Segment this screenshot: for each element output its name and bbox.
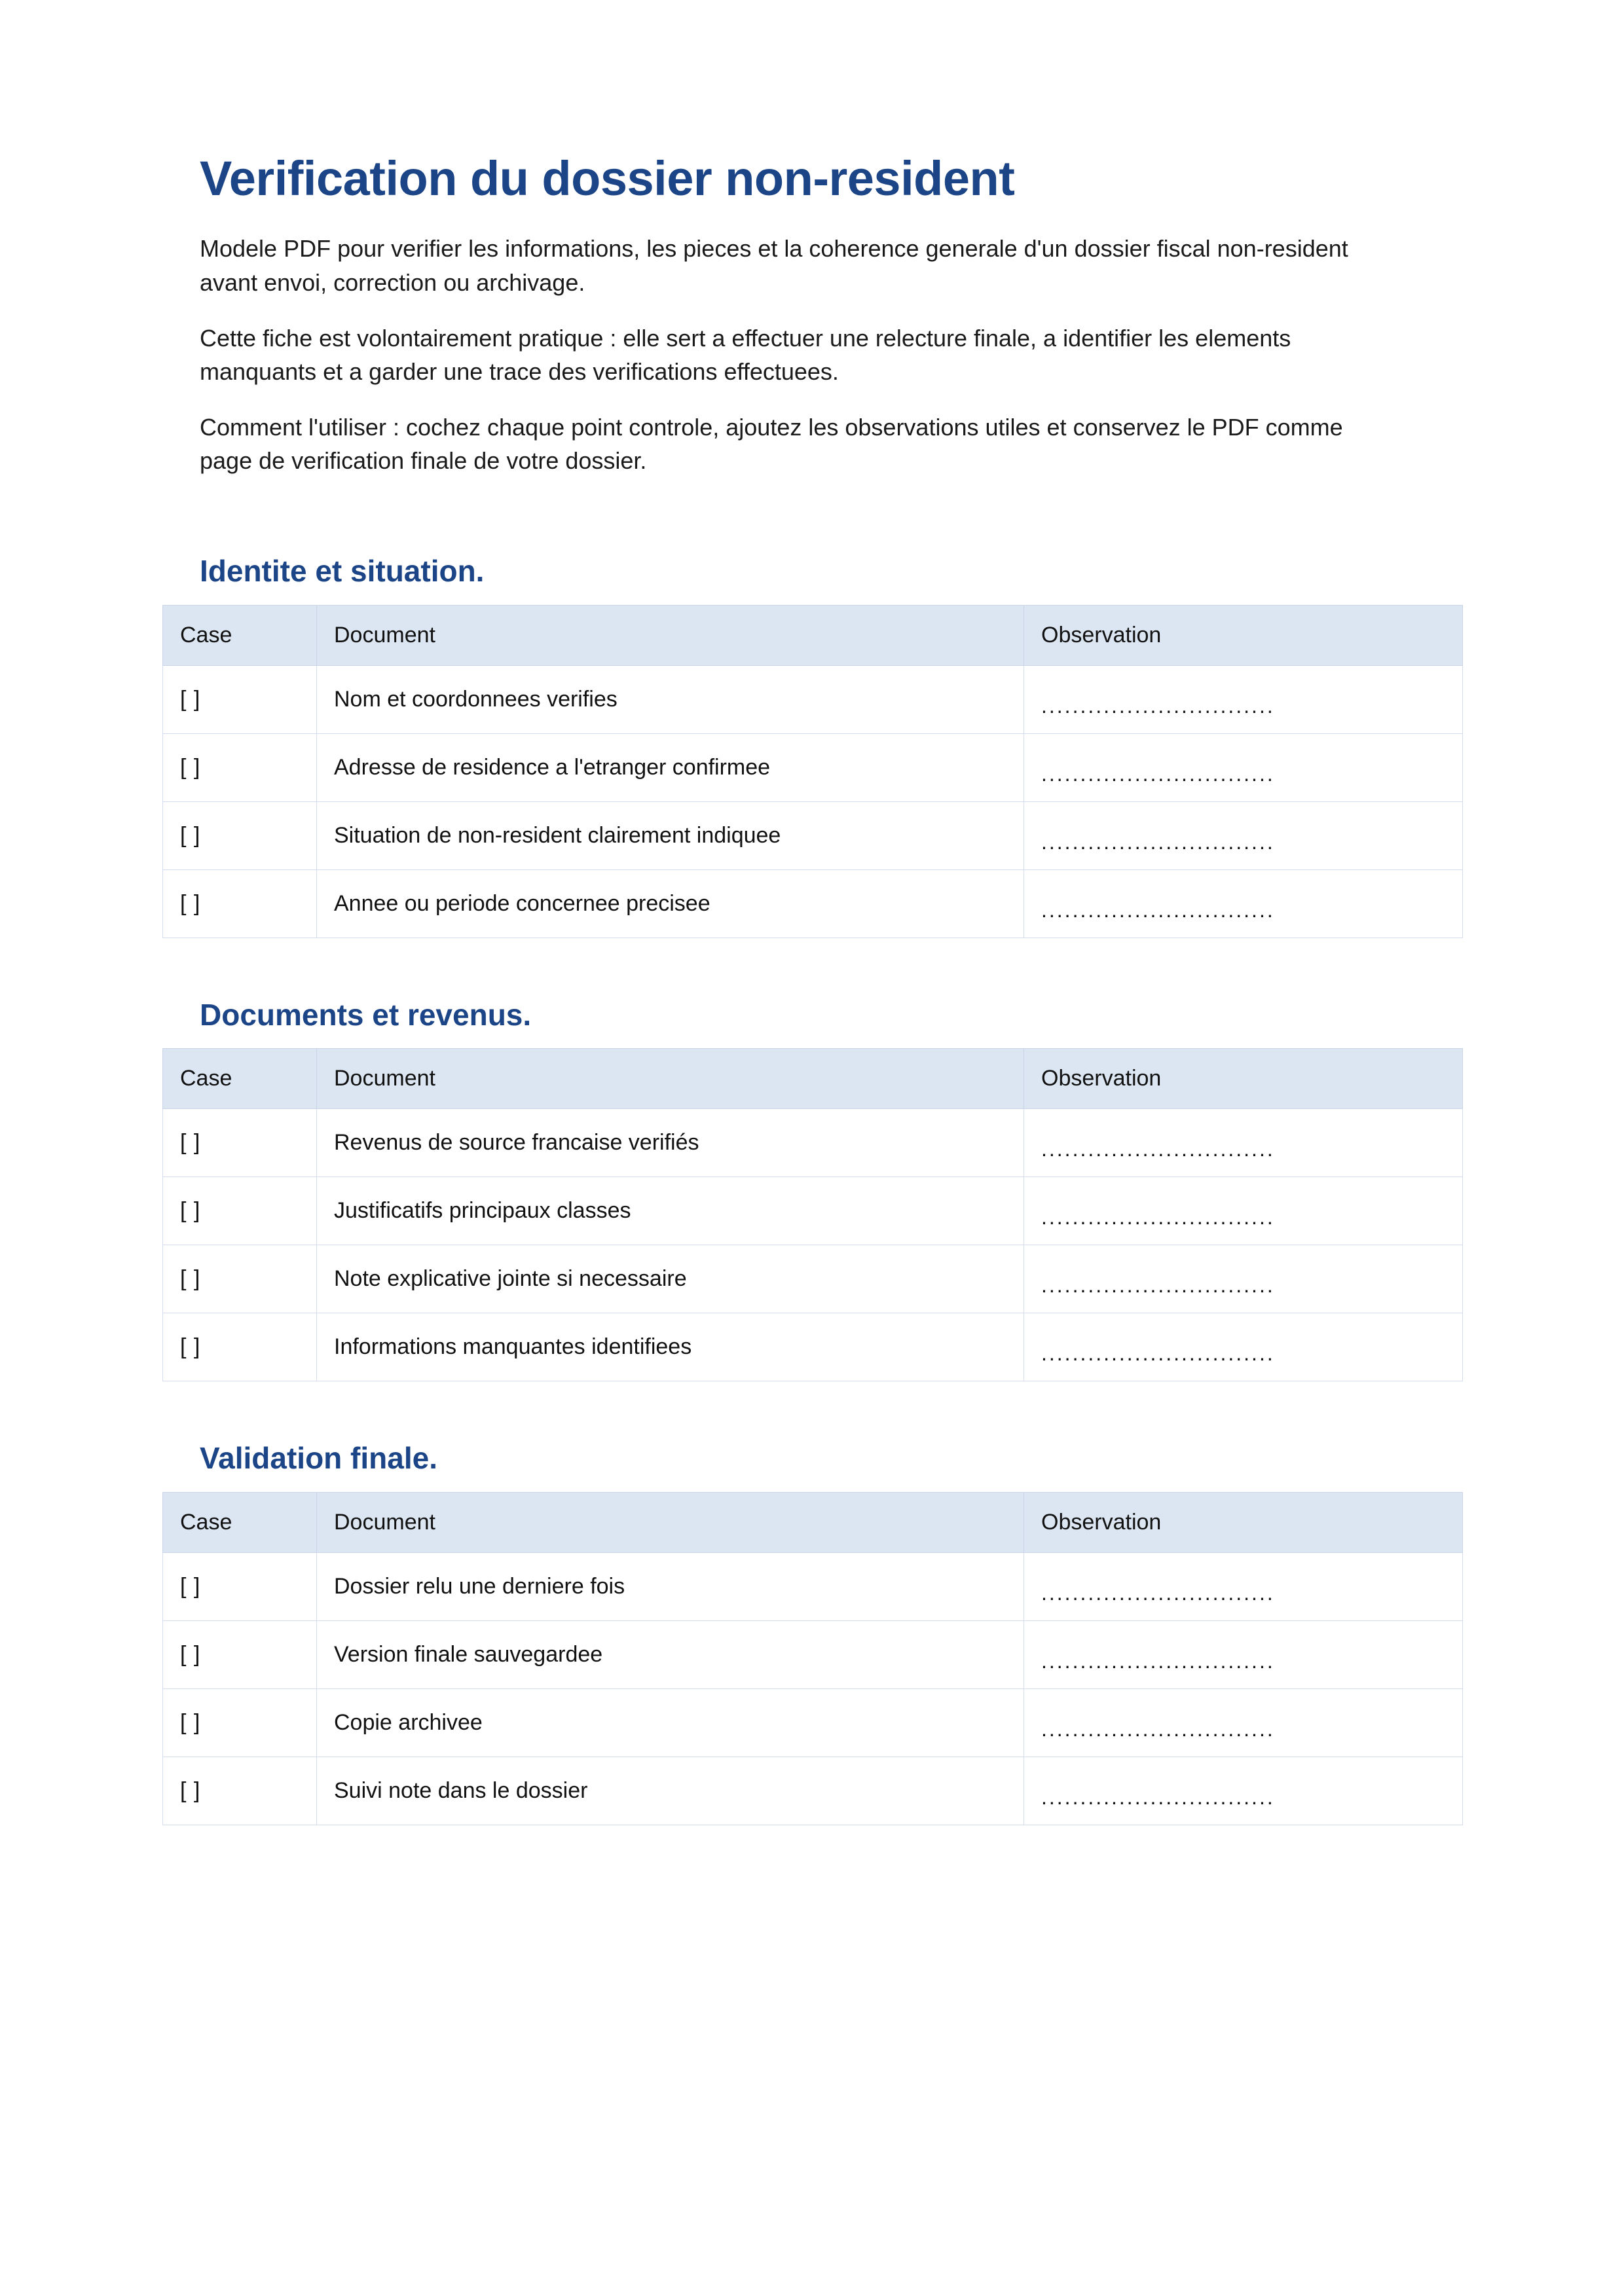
column-header-document: Document (317, 605, 1024, 665)
document-cell: Note explicative jointe si necessaire (317, 1245, 1024, 1313)
column-header-observation: Observation (1024, 1049, 1463, 1109)
column-header-document: Document (317, 1049, 1024, 1109)
checklist-table (162, 605, 1463, 938)
observation-dots: .............................. (1041, 1785, 1275, 1809)
observation-dots: .............................. (1041, 1580, 1275, 1605)
checklist-table (162, 1048, 1463, 1381)
page-title: Verification du dossier non-resident (200, 151, 1015, 206)
checkbox-cell[interactable]: [ ] (163, 1177, 317, 1245)
observation-cell[interactable] (1024, 1620, 1463, 1688)
table-row (163, 869, 1463, 938)
checkbox-cell[interactable]: [ ] (163, 1688, 317, 1757)
document-cell: Justificatifs principaux classes (317, 1177, 1024, 1245)
observation-dots: .............................. (1041, 1717, 1275, 1741)
table-row (163, 665, 1463, 733)
checkbox-cell[interactable]: [ ] (163, 1245, 317, 1313)
observation-cell[interactable] (1024, 1757, 1463, 1825)
section-documents-et-revenus (162, 998, 1462, 1382)
checkbox-cell[interactable]: [ ] (163, 1313, 317, 1381)
checkbox-cell[interactable]: [ ] (163, 801, 317, 869)
table-row (163, 1688, 1463, 1757)
observation-dots: .............................. (1041, 761, 1275, 786)
checkbox-cell[interactable]: [ ] (163, 1109, 317, 1177)
column-header-observation: Observation (1024, 1492, 1463, 1552)
checkbox-cell[interactable]: [ ] (163, 1552, 317, 1620)
table-row (163, 1757, 1463, 1825)
document-cell: Nom et coordonnees verifies (317, 665, 1024, 733)
observation-cell[interactable] (1024, 1313, 1463, 1381)
table-header-row (163, 605, 1463, 665)
table-row (163, 1552, 1463, 1620)
section-heading: Validation finale. (200, 1441, 437, 1476)
document-cell: Dossier relu une derniere fois (317, 1552, 1024, 1620)
intro-paragraph-1: Modele PDF pour verifier les informations, les pieces et la coherence generale d'un dossier fiscal non-resident avant envoi, correction ou archivage. (200, 235, 1348, 296)
table-row (163, 1245, 1463, 1313)
intro-paragraph-2: Cette fiche est volontairement pratique : elle sert a effectuer une relecture finale, a identifier les elements manquants et a garder une trace des verifications effectuees. (200, 324, 1291, 385)
observation-cell[interactable] (1024, 801, 1463, 869)
intro-block (200, 232, 1398, 477)
table-row (163, 801, 1463, 869)
section-identite-et-situation (162, 555, 1462, 938)
observation-cell[interactable] (1024, 1688, 1463, 1757)
observation-dots: .............................. (1041, 829, 1275, 854)
document-cell: Informations manquantes identifiees (317, 1313, 1024, 1381)
document-cell: Adresse de residence a l'etranger confirmee (317, 733, 1024, 801)
table-row (163, 733, 1463, 801)
table-row (163, 1620, 1463, 1688)
column-header-case: Case (163, 1492, 317, 1552)
section-heading: Documents et revenus. (200, 997, 532, 1032)
observation-dots: .............................. (1041, 1205, 1275, 1230)
observation-dots: .............................. (1041, 1273, 1275, 1298)
checkbox-cell[interactable]: [ ] (163, 733, 317, 801)
observation-dots: .............................. (1041, 1649, 1275, 1673)
table-header-row (163, 1492, 1463, 1552)
checkbox-cell[interactable]: [ ] (163, 1620, 317, 1688)
section-validation-finale (162, 1442, 1462, 1825)
table-header-row (163, 1049, 1463, 1109)
checkbox-cell[interactable]: [ ] (163, 665, 317, 733)
observation-cell[interactable] (1024, 1109, 1463, 1177)
observation-dots: .............................. (1041, 1137, 1275, 1161)
document-cell: Copie archivee (317, 1688, 1024, 1757)
observation-dots: .............................. (1041, 898, 1275, 922)
observation-cell[interactable] (1024, 869, 1463, 938)
observation-cell[interactable] (1024, 665, 1463, 733)
document-cell: Situation de non-resident clairement indiquee (317, 801, 1024, 869)
section-heading: Identite et situation. (200, 554, 485, 589)
checklist-table (162, 1492, 1463, 1825)
column-header-observation: Observation (1024, 605, 1463, 665)
observation-cell[interactable] (1024, 733, 1463, 801)
observation-cell[interactable] (1024, 1245, 1463, 1313)
intro-paragraph-3: Comment l'utiliser : cochez chaque point controle, ajoutez les observations utiles et conservez le PDF comme page de verification finale de votre dossier. (200, 413, 1343, 475)
observation-dots: .............................. (1041, 1341, 1275, 1366)
column-header-case: Case (163, 1049, 317, 1109)
observation-cell[interactable] (1024, 1552, 1463, 1620)
column-header-case: Case (163, 605, 317, 665)
document-cell: Version finale sauvegardee (317, 1620, 1024, 1688)
checkbox-cell[interactable]: [ ] (163, 869, 317, 938)
document-cell: Revenus de source francaise verifiés (317, 1109, 1024, 1177)
document-cell: Annee ou periode concernee precisee (317, 869, 1024, 938)
table-row (163, 1313, 1463, 1381)
observation-dots: .............................. (1041, 693, 1275, 718)
column-header-document: Document (317, 1492, 1024, 1552)
observation-cell[interactable] (1024, 1177, 1463, 1245)
table-row (163, 1177, 1463, 1245)
checkbox-cell[interactable]: [ ] (163, 1757, 317, 1825)
document-cell: Suivi note dans le dossier (317, 1757, 1024, 1825)
table-row (163, 1109, 1463, 1177)
